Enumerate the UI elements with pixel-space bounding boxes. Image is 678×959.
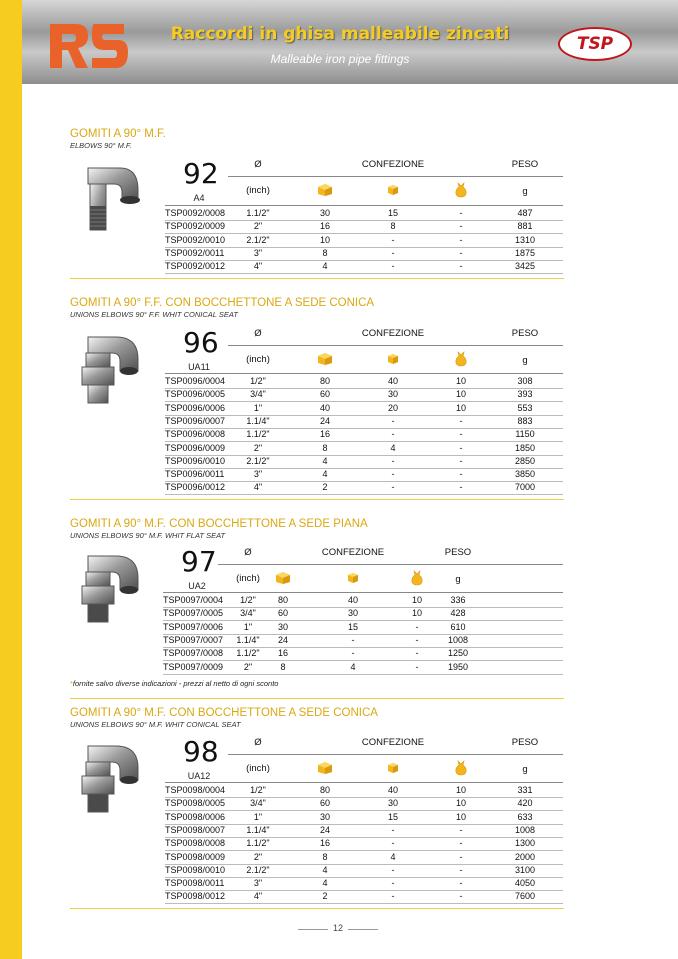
row-pack-small: 40 bbox=[387, 376, 398, 386]
row-weight: 633 bbox=[517, 811, 533, 822]
row-diameter: 1" bbox=[253, 811, 263, 822]
row-pack-bag: - bbox=[415, 621, 419, 632]
row-diameter: 2" bbox=[253, 442, 263, 453]
row-weight: 420 bbox=[517, 798, 533, 809]
page-number: 12 bbox=[332, 923, 343, 933]
side-yellow-bar bbox=[0, 0, 22, 959]
row-pack-large: 16 bbox=[319, 838, 330, 849]
section-separator bbox=[70, 499, 564, 500]
bag-icon bbox=[454, 760, 468, 776]
row-pack-large: 2 bbox=[322, 891, 328, 902]
row-pack-bag: - bbox=[415, 634, 419, 645]
row-pack-bag: - bbox=[459, 891, 463, 902]
row-pack-small: - bbox=[391, 469, 395, 480]
row-diameter: 1.1/2" bbox=[236, 648, 260, 659]
col-weight-unit: g bbox=[522, 355, 528, 366]
header-bottom-line bbox=[163, 592, 563, 593]
col-diameter-unit: (inch) bbox=[246, 354, 270, 365]
row-weight: 1008 bbox=[514, 824, 536, 835]
header-subtitle: Malleable iron pipe fittings bbox=[270, 52, 410, 66]
row-pack-small: 15 bbox=[387, 208, 398, 218]
row-code: TSP0092/0011 bbox=[165, 247, 225, 258]
row-pack-small: 4 bbox=[350, 661, 356, 672]
row-pack-small: - bbox=[391, 838, 395, 849]
row-pack-large: 24 bbox=[319, 415, 330, 426]
header-line bbox=[218, 564, 563, 565]
row-pack-bag: - bbox=[415, 661, 419, 672]
row-pack-large: 2 bbox=[322, 482, 328, 493]
row-code: TSP0092/0008 bbox=[165, 208, 226, 218]
fitting-photo-92 bbox=[76, 162, 146, 243]
row-pack-bag: - bbox=[459, 455, 463, 466]
row-pack-large: 8 bbox=[322, 851, 328, 862]
row-code: TSP0098/0007 bbox=[165, 824, 226, 835]
section-separator bbox=[70, 908, 564, 909]
rs-logo-icon bbox=[46, 22, 130, 70]
section-subtitle: UNIONS ELBOWS 90° M.F. WHIT CONICAL SEAT bbox=[70, 720, 241, 729]
row-diameter: 3" bbox=[253, 469, 263, 480]
section-title: GOMITI A 90° M.F. CON BOCCHETTONE A SEDE CONICA bbox=[70, 707, 378, 719]
product-ref: UA2 bbox=[188, 581, 206, 591]
col-packaging: CONFEZIONE bbox=[361, 737, 425, 748]
row-diameter: 3/4" bbox=[250, 798, 266, 809]
row-pack-large: 80 bbox=[319, 376, 330, 386]
row-code: TSP0096/0009 bbox=[165, 442, 226, 453]
row-code: TSP0097/0007 bbox=[163, 634, 224, 645]
section-separator bbox=[70, 278, 564, 279]
row-weight: 3425 bbox=[514, 261, 536, 272]
row-diameter: 4" bbox=[253, 482, 263, 493]
row-code: TSP0098/0005 bbox=[165, 798, 226, 809]
row-code: TSP0092/0009 bbox=[165, 221, 226, 232]
row-pack-small: - bbox=[391, 247, 395, 258]
row-pack-large: 60 bbox=[319, 389, 330, 400]
row-pack-bag: - bbox=[459, 851, 463, 862]
row-pack-bag: 10 bbox=[455, 811, 466, 822]
row-weight: 883 bbox=[517, 415, 533, 426]
row-pack-bag: - bbox=[459, 469, 463, 480]
row-pack-small: 30 bbox=[387, 798, 398, 809]
row-weight: 2000 bbox=[514, 851, 536, 862]
col-weight-unit: g bbox=[522, 764, 528, 775]
row-pack-small: - bbox=[391, 429, 395, 440]
row-diameter: 1.1/2" bbox=[246, 838, 270, 849]
row-pack-small: - bbox=[391, 891, 395, 902]
row-pack-bag: - bbox=[459, 415, 463, 426]
row-pack-large: 8 bbox=[322, 442, 328, 453]
row-pack-small: - bbox=[351, 648, 355, 659]
row-divider bbox=[165, 273, 563, 274]
section-subtitle: ELBOWS 90° M.F. bbox=[70, 141, 132, 150]
fitting-photo-98 bbox=[76, 740, 146, 825]
col-diameter-unit: (inch) bbox=[246, 185, 270, 196]
row-weight: 881 bbox=[517, 221, 533, 232]
row-pack-small: - bbox=[391, 878, 395, 889]
row-pack-small: - bbox=[391, 864, 395, 875]
section-title: GOMITI A 90° M.F. bbox=[70, 128, 166, 140]
header-line bbox=[228, 176, 563, 177]
footnote bbox=[70, 679, 278, 688]
row-pack-bag: - bbox=[415, 648, 419, 659]
row-diameter: 1.1/4" bbox=[236, 634, 260, 645]
section-subtitle: UNIONS ELBOWS 90° M.F. WHIT FLAT SEAT bbox=[70, 531, 226, 540]
section-92 bbox=[70, 128, 564, 150]
section-separator bbox=[70, 698, 564, 699]
row-weight: 428 bbox=[450, 608, 466, 619]
header-bottom-line bbox=[165, 205, 563, 206]
row-diameter: 2.1/2" bbox=[246, 455, 270, 466]
row-pack-large: 8 bbox=[322, 247, 328, 258]
row-weight: 1950 bbox=[447, 661, 469, 672]
row-pack-small: - bbox=[391, 824, 395, 835]
col-diameter: Ø bbox=[244, 547, 252, 558]
row-diameter: 1" bbox=[243, 621, 253, 632]
row-weight: 1875 bbox=[514, 247, 536, 258]
row-code: TSP0098/0010 bbox=[165, 864, 226, 875]
footnote-star: * bbox=[70, 679, 73, 688]
header-bottom-line bbox=[165, 782, 563, 783]
row-pack-large: 10 bbox=[319, 234, 330, 245]
row-weight: 1150 bbox=[515, 429, 535, 440]
row-diameter: 1/2" bbox=[250, 785, 266, 795]
row-weight: 7600 bbox=[514, 891, 536, 902]
row-code: TSP0096/0005 bbox=[165, 389, 226, 400]
row-pack-large: 8 bbox=[280, 661, 286, 672]
row-divider bbox=[163, 674, 563, 675]
product-code: 96 bbox=[183, 326, 219, 359]
row-diameter: 1/2" bbox=[250, 376, 266, 386]
col-diameter: Ø bbox=[254, 737, 262, 748]
box-large-icon bbox=[275, 571, 291, 585]
row-weight: 393 bbox=[517, 389, 533, 400]
row-code: TSP0092/0010 bbox=[165, 234, 226, 245]
row-code: TSP0097/0006 bbox=[163, 621, 224, 632]
row-pack-large: 16 bbox=[277, 648, 288, 659]
row-pack-bag: 10 bbox=[455, 402, 466, 413]
row-pack-bag: - bbox=[459, 429, 463, 440]
row-weight: 2850 bbox=[514, 455, 536, 466]
row-weight: 1850 bbox=[514, 442, 536, 453]
row-pack-small: 20 bbox=[387, 402, 398, 413]
row-weight: 3100 bbox=[514, 864, 536, 875]
row-pack-small: 15 bbox=[347, 621, 358, 632]
section-subtitle: UNIONS ELBOWS 90° F.F. WHIT CONICAL SEAT bbox=[70, 310, 238, 319]
header-line bbox=[228, 754, 563, 755]
row-pack-bag: 10 bbox=[411, 595, 422, 605]
row-code: TSP0098/0008 bbox=[165, 838, 226, 849]
row-pack-large: 4 bbox=[322, 878, 328, 889]
row-weight: 553 bbox=[517, 402, 533, 413]
row-pack-large: 24 bbox=[277, 634, 288, 645]
header-title: Raccordi in ghisa malleabile zincati bbox=[170, 24, 510, 44]
row-weight: 4050 bbox=[514, 878, 536, 889]
row-pack-bag: - bbox=[459, 221, 463, 232]
box-small-icon bbox=[387, 353, 399, 365]
row-pack-large: 4 bbox=[322, 864, 328, 875]
row-code: TSP0097/0009 bbox=[163, 661, 224, 672]
box-small-icon bbox=[347, 572, 359, 584]
row-weight: 610 bbox=[450, 621, 466, 632]
row-pack-large: 40 bbox=[319, 402, 330, 413]
row-code: TSP0098/0012 bbox=[165, 891, 226, 902]
row-weight: 331 bbox=[517, 785, 533, 795]
row-pack-large: 60 bbox=[277, 608, 288, 619]
section-title: GOMITI A 90° M.F. CON BOCCHETTONE A SEDE PIANA bbox=[70, 518, 368, 530]
row-pack-small: - bbox=[391, 455, 395, 466]
header-bottom-line bbox=[165, 373, 563, 374]
row-diameter: 4" bbox=[253, 891, 263, 902]
col-packaging: CONFEZIONE bbox=[361, 159, 425, 170]
row-pack-large: 4 bbox=[322, 455, 328, 466]
row-diameter: 3/4" bbox=[250, 389, 266, 400]
bag-icon bbox=[454, 182, 468, 198]
col-packaging: CONFEZIONE bbox=[321, 547, 385, 558]
col-weight: PESO bbox=[511, 737, 539, 748]
row-code: TSP0098/0006 bbox=[165, 811, 226, 822]
fitting-photo-97 bbox=[76, 550, 146, 635]
row-code: TSP0098/0009 bbox=[165, 851, 226, 862]
bag-icon bbox=[410, 570, 424, 586]
row-diameter: 1.1/4" bbox=[246, 415, 270, 426]
row-code: TSP0092/0012 bbox=[165, 261, 226, 272]
row-pack-bag: - bbox=[459, 261, 463, 272]
row-pack-large: 24 bbox=[319, 824, 330, 835]
row-weight: 1008 bbox=[447, 634, 469, 645]
col-diameter: Ø bbox=[254, 328, 262, 339]
row-divider bbox=[165, 903, 563, 904]
col-weight-unit: g bbox=[455, 574, 461, 585]
row-pack-small: 4 bbox=[390, 851, 396, 862]
row-pack-large: 30 bbox=[319, 811, 330, 822]
box-large-icon bbox=[317, 761, 333, 775]
row-pack-large: 80 bbox=[277, 595, 288, 605]
box-small-icon bbox=[387, 762, 399, 774]
row-weight: 3850 bbox=[514, 469, 536, 480]
row-code: TSP0096/0004 bbox=[165, 376, 226, 386]
col-weight: PESO bbox=[511, 328, 539, 339]
row-code: TSP0097/0008 bbox=[163, 648, 224, 659]
row-pack-small: 15 bbox=[387, 811, 398, 822]
row-diameter: 2" bbox=[253, 851, 263, 862]
row-pack-large: 4 bbox=[322, 469, 328, 480]
page-number-line-right bbox=[348, 929, 378, 930]
row-diameter: 4" bbox=[253, 261, 263, 272]
product-ref: UA11 bbox=[188, 362, 210, 372]
row-code: TSP0096/0010 bbox=[165, 455, 226, 466]
row-diameter: 3" bbox=[253, 247, 263, 258]
box-small-icon bbox=[387, 184, 399, 196]
row-pack-small: 30 bbox=[387, 389, 398, 400]
row-diameter: 3/4" bbox=[240, 608, 256, 619]
row-pack-large: 16 bbox=[319, 429, 330, 440]
footnote-text: fornite salvo diverse indicazioni - prezzi al netto di ogni sconto bbox=[72, 679, 279, 688]
row-diameter: 1.1/4" bbox=[246, 824, 270, 835]
product-code: 97 bbox=[181, 545, 217, 578]
row-pack-bag: 10 bbox=[455, 389, 466, 400]
row-pack-large: 80 bbox=[319, 785, 330, 795]
row-pack-bag: - bbox=[459, 838, 463, 849]
product-ref: A4 bbox=[193, 193, 205, 203]
row-pack-small: 4 bbox=[390, 442, 396, 453]
row-pack-bag: - bbox=[459, 824, 463, 835]
row-diameter: 3" bbox=[253, 878, 263, 889]
row-pack-small: 40 bbox=[347, 595, 358, 605]
row-code: TSP0096/0011 bbox=[165, 469, 225, 480]
header-line bbox=[228, 345, 563, 346]
row-weight: 7000 bbox=[514, 482, 536, 493]
row-pack-bag: - bbox=[459, 482, 463, 493]
col-diameter-unit: (inch) bbox=[236, 573, 260, 584]
row-pack-bag: - bbox=[459, 878, 463, 889]
row-pack-bag: - bbox=[459, 234, 463, 245]
row-pack-large: 30 bbox=[319, 208, 330, 218]
row-code: TSP0097/0005 bbox=[163, 608, 224, 619]
bag-icon bbox=[454, 351, 468, 367]
row-diameter: 2.1/2" bbox=[246, 864, 270, 875]
col-diameter-unit: (inch) bbox=[246, 763, 270, 774]
product-ref: UA12 bbox=[187, 771, 211, 781]
row-pack-large: 4 bbox=[322, 261, 328, 272]
row-diameter: 1.1/2" bbox=[246, 429, 270, 440]
row-pack-bag: 10 bbox=[455, 798, 466, 809]
row-diameter: 2.1/2" bbox=[246, 234, 270, 245]
box-large-icon bbox=[317, 352, 333, 366]
row-code: TSP0096/0012 bbox=[165, 482, 226, 493]
row-weight: 487 bbox=[517, 208, 533, 218]
row-divider bbox=[165, 494, 563, 495]
row-pack-small: - bbox=[391, 415, 395, 426]
col-weight: PESO bbox=[511, 159, 539, 170]
row-code: TSP0096/0006 bbox=[165, 402, 226, 413]
row-pack-small: 30 bbox=[347, 608, 358, 619]
row-code: TSP0096/0007 bbox=[165, 415, 226, 426]
row-pack-small: 40 bbox=[387, 785, 398, 795]
row-pack-bag: 10 bbox=[455, 376, 466, 386]
row-pack-large: 60 bbox=[319, 798, 330, 809]
row-weight: 1310 bbox=[514, 234, 536, 245]
row-pack-large: 30 bbox=[277, 621, 288, 632]
section-title: GOMITI A 90° F.F. CON BOCCHETTONE A SEDE CONICA bbox=[70, 297, 375, 309]
row-pack-bag: 10 bbox=[411, 608, 422, 619]
col-weight: PESO bbox=[444, 547, 472, 558]
row-pack-bag: - bbox=[459, 864, 463, 875]
row-code: TSP0096/0008 bbox=[165, 429, 226, 440]
product-code: 98 bbox=[183, 735, 219, 768]
row-weight: 336 bbox=[450, 595, 466, 605]
row-diameter: 2" bbox=[243, 661, 253, 672]
row-pack-small: 8 bbox=[390, 221, 396, 232]
row-pack-bag: 10 bbox=[455, 785, 466, 795]
row-pack-bag: - bbox=[459, 208, 463, 218]
section-97 bbox=[70, 518, 564, 540]
row-code: TSP0098/0004 bbox=[165, 785, 226, 795]
product-code: 92 bbox=[183, 157, 219, 190]
row-pack-large: 16 bbox=[319, 221, 330, 232]
col-diameter: Ø bbox=[254, 159, 262, 170]
row-pack-small: - bbox=[391, 261, 395, 272]
col-weight-unit: g bbox=[522, 186, 528, 197]
row-code: TSP0098/0011 bbox=[165, 878, 225, 889]
row-pack-bag: - bbox=[459, 442, 463, 453]
row-pack-small: - bbox=[351, 634, 355, 645]
row-diameter: 1" bbox=[253, 402, 263, 413]
row-weight: 308 bbox=[517, 376, 533, 386]
section-96 bbox=[70, 297, 564, 319]
row-weight: 1250 bbox=[447, 648, 469, 659]
row-diameter: 2" bbox=[253, 221, 263, 232]
fitting-photo-96 bbox=[76, 331, 146, 416]
row-diameter: 1.1/2" bbox=[246, 208, 270, 218]
row-diameter: 1/2" bbox=[240, 595, 256, 605]
section-98 bbox=[70, 707, 564, 729]
row-pack-bag: - bbox=[459, 247, 463, 258]
tsp-logo: TSP bbox=[558, 27, 632, 61]
row-code: TSP0097/0004 bbox=[163, 595, 224, 605]
col-packaging: CONFEZIONE bbox=[361, 328, 425, 339]
row-pack-small: - bbox=[391, 482, 395, 493]
box-large-icon bbox=[317, 183, 333, 197]
row-pack-small: - bbox=[391, 234, 395, 245]
row-weight: 1300 bbox=[514, 838, 536, 849]
